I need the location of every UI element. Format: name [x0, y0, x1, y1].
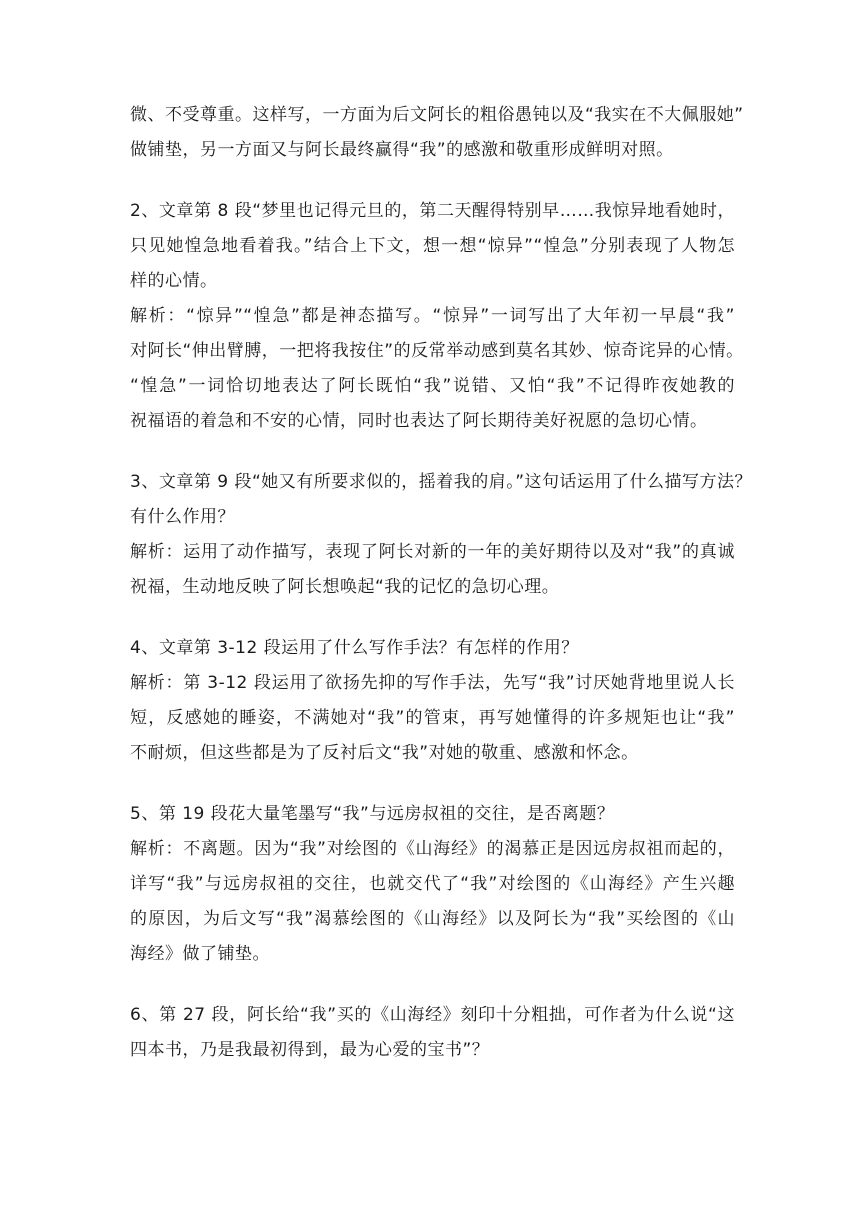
question-line: 5、第 19 段花大量笔墨写“我”与远房叔祖的交往，是否离题？: [130, 804, 615, 824]
question-line: 有什么作用？: [130, 507, 235, 527]
answer-line: 祝福语的着急和不安的心情，同时也表达了阿长期待美好祝愿的急切心情。: [130, 411, 708, 431]
question-line: 样的心情。: [130, 271, 218, 291]
answer-line: 海经》做了铺垫。: [130, 944, 270, 964]
question-line: 只见她惶急地看着我。”结合上下文，想一想“惊异”“惶急”分别表现了人物怎: [130, 236, 735, 256]
question-line: 4、文章第 3-12 段运用了什么写作手法？有怎样的作用？: [130, 638, 579, 658]
question-5: [130, 797, 735, 972]
question-line: 3、文章第 9 段“她又有所要求似的，摇着我的肩。”这句话运用了什么描写方法？: [130, 472, 753, 492]
answer-line: 祝福，生动地反映了阿长想唤起“我的记忆的急切心理。: [130, 577, 560, 597]
question-2: [130, 194, 744, 439]
answer-line: 解析：运用了动作描写，表现了阿长对新的一年的美好期待以及对“我”的真诚: [130, 542, 735, 562]
question-line: 2、文章第 8 段“梦里也记得元旦的，第二天醒得特别早……我惊异地看她时，: [130, 201, 735, 221]
answer-line: 详写“我”与远房叔祖的交往，也就交代了“我”对绘图的《山海经》产生兴趣: [130, 874, 735, 894]
answer-line: 解析：“惊异”“惶急”都是神态描写。“惊异”一词写出了大年初一早晨“我”: [130, 306, 735, 326]
question-line: 四本书，乃是我最初得到，最为心爱的宝书”？: [130, 1040, 490, 1060]
question-6: [130, 998, 735, 1068]
answer-line: 的原因，为后文写“我”渴慕绘图的《山海经》以及阿长为“我”买绘图的《山: [130, 909, 735, 929]
answer-line: “惶急”一词恰切地表达了阿长既怕“我”说错、又怕“我”不记得昨夜她教的: [130, 376, 735, 396]
answer-line: 解析：第 3-12 段运用了欲扬先抑的写作手法，先写“我”讨厌她背地里说人长: [130, 673, 735, 693]
text-line: 做铺垫，另一方面又与阿长最终赢得“我”的感激和敬重形成鲜明对照。: [130, 140, 674, 160]
text-line: 微、不受尊重。这样写，一方面为后文阿长的粗俗愚钝以及“我实在不大佩服她”: [130, 105, 744, 125]
intro-paragraph: [130, 98, 744, 168]
answer-line: 解析：不离题。因为“我”对绘图的《山海经》的渴慕正是因远房叔祖而起的，: [130, 839, 735, 859]
answer-line: 短，反感她的睡姿，不满她对“我”的管束，再写她懂得的许多规矩也让“我”: [130, 708, 735, 728]
answer-line: 不耐烦，但这些都是为了反衬后文“我”对她的敬重、感激和怀念。: [130, 743, 639, 763]
document-page: [130, 98, 753, 1068]
question-line: 6、第 27 段，阿长给“我”买的《山海经》刻印十分粗拙，可作者为什么说“这: [130, 1005, 735, 1025]
question-4: [130, 631, 735, 771]
answer-line: 对阿长“伸出臂膊，一把将我按住”的反常举动感到莫名其妙、惊奇诧异的心情。: [130, 341, 744, 361]
question-3: [130, 465, 753, 605]
